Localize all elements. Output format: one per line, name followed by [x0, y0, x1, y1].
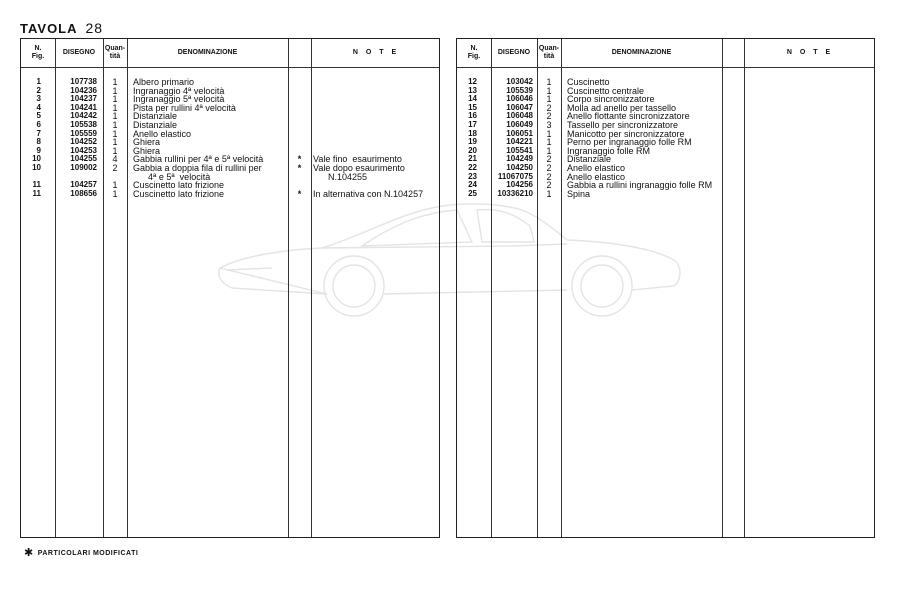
part-name: Spina	[567, 188, 591, 199]
part-name: Anello elastico	[567, 171, 626, 182]
part-name: Cuscinetto lato frizione	[133, 188, 225, 199]
quantity: 3	[546, 119, 552, 130]
part-name: Tassello per sincronizzatore	[567, 119, 679, 130]
drawing-number: 104241	[70, 102, 97, 112]
fig-number: 8	[36, 137, 41, 147]
drawing-number: 105559	[70, 128, 97, 138]
quantity: 1	[546, 188, 552, 199]
fig-number: 6	[36, 119, 41, 129]
header-fig: N. Fig.	[467, 45, 481, 60]
drawing-number: 104237	[70, 94, 97, 104]
part-name: Albero primario	[133, 77, 195, 87]
footnote-text: PARTICOLARI MODIFICATI	[37, 550, 139, 557]
fig-number: 17	[468, 119, 477, 129]
modified-marker: *	[297, 154, 302, 165]
fig-number: 1	[36, 77, 41, 86]
part-name: Pista per rullini 4ª velocità	[133, 102, 236, 113]
drawing-number: 105541	[506, 145, 533, 155]
quantity: 2	[546, 154, 552, 165]
quantity: 1	[546, 137, 552, 148]
fig-number: 4	[36, 102, 41, 112]
quantity: 2	[546, 162, 552, 173]
part-name: Molla ad anello per tassello	[567, 102, 677, 113]
fig-number: 21	[468, 154, 477, 164]
part-name: Distanziale	[567, 154, 612, 165]
quantity: 1	[112, 102, 118, 113]
header-note: N O T E	[352, 49, 400, 56]
quantity: 2	[112, 162, 118, 173]
title-label: TAVOLA	[20, 21, 78, 36]
right-rows	[457, 78, 874, 198]
header-qty: Quan- tità	[538, 45, 560, 60]
header-qty: Quan- tità	[104, 45, 126, 60]
drawing-number: 105539	[506, 85, 533, 95]
quantity: 1	[112, 128, 118, 139]
drawing-number: 106047	[506, 102, 533, 112]
quantity: 1	[112, 180, 118, 191]
drawing-number: 105538	[70, 119, 97, 129]
part-name: Corpo sincronizzatore	[567, 94, 655, 105]
left-rows	[21, 78, 439, 198]
part-name: Perno per ingranaggio folle RM	[567, 137, 692, 148]
part-name: Anello flottante sincronizzatore	[567, 111, 690, 122]
table-row	[457, 190, 874, 199]
drawing-number: 108656	[70, 188, 97, 198]
quantity: 1	[546, 128, 552, 139]
part-name: Gabbia a rullini ingranaggio folle RM	[567, 180, 713, 191]
part-name: Anello elastico	[133, 128, 192, 139]
modified-marker: *	[297, 188, 302, 199]
fig-number: 19	[468, 137, 477, 147]
part-name: Gabbia rullini per 4ª e 5ª velocità	[133, 154, 264, 165]
header-note: N O T E	[786, 49, 834, 56]
quantity: 2	[546, 111, 552, 122]
parts-table-left	[20, 38, 440, 538]
drawing-number: 104236	[70, 85, 97, 95]
parts-table-right	[456, 38, 875, 538]
part-name: Cuscinetto lato frizione	[133, 180, 225, 191]
drawing-number: 104242	[70, 111, 97, 121]
drawing-number: 106049	[506, 119, 533, 129]
quantity: 1	[546, 145, 552, 156]
fig-number: 12	[468, 77, 477, 86]
part-name: Distanziale	[133, 111, 178, 122]
part-name: Gabbia a doppia fila di rullini per 4ª e 5ª velocità	[133, 162, 262, 182]
part-name: Ingranaggio 5ª velocità	[133, 94, 225, 105]
drawing-number: 11067075	[497, 171, 533, 181]
fig-number: 5	[36, 111, 41, 121]
part-note: Vale fino esaurimento	[313, 154, 402, 165]
drawing-number: 104252	[70, 137, 97, 147]
part-name: Anello elastico	[567, 162, 626, 173]
quantity: 1	[112, 119, 118, 130]
table-row	[21, 190, 439, 199]
plate-number: 28	[85, 20, 104, 36]
quantity: 2	[546, 171, 552, 182]
quantity: 2	[546, 180, 552, 191]
part-name: Cuscinetto centrale	[567, 85, 645, 96]
fig-number: 24	[468, 180, 477, 190]
quantity: 1	[112, 145, 118, 156]
quantity: 2	[546, 102, 552, 113]
quantity: 4	[112, 154, 118, 165]
fig-number: 23	[468, 171, 477, 181]
fig-number: 13	[468, 85, 477, 95]
fig-number: 10	[32, 162, 41, 172]
part-name: Ghiera	[133, 137, 161, 148]
drawing-number: 104257	[70, 180, 97, 190]
footnote	[24, 546, 138, 559]
drawing-number: 103042	[506, 77, 533, 86]
drawing-number: 109002	[70, 162, 97, 172]
drawing-number: 104221	[506, 137, 533, 147]
table-row	[21, 164, 439, 181]
fig-number: 25	[468, 188, 477, 198]
asterisk-icon: ✱	[24, 547, 34, 559]
fig-number: 18	[468, 128, 477, 138]
fig-number: 22	[468, 162, 477, 172]
fig-number: 20	[468, 145, 477, 155]
part-name: Ingranaggio folle RM	[567, 145, 651, 156]
quantity: 1	[112, 111, 118, 122]
fig-number: 11	[32, 180, 41, 190]
part-name: Distanziale	[133, 119, 178, 130]
part-name: Ingranaggio 4ª velocità	[133, 85, 225, 96]
fig-number: 11	[32, 188, 41, 198]
part-name: Cuscinetto	[567, 77, 610, 87]
header-fig: N. Fig.	[31, 45, 45, 60]
quantity: 1	[546, 94, 552, 105]
part-name: Ghiera	[133, 145, 161, 156]
drawing-number: 104256	[506, 180, 533, 190]
drawing-number: 106046	[506, 94, 533, 104]
part-note: Vale dopo esaurimento N.104255	[313, 162, 405, 182]
page-title	[20, 20, 103, 36]
quantity: 1	[112, 94, 118, 105]
drawing-number: 104250	[506, 162, 533, 172]
quantity: 1	[112, 137, 118, 148]
fig-number: 2	[36, 85, 41, 95]
quantity: 1	[112, 188, 118, 199]
fig-number: 15	[468, 102, 477, 112]
quantity: 1	[546, 85, 552, 96]
header-disegno: DISEGNO	[497, 49, 531, 56]
header-disegno: DISEGNO	[62, 49, 96, 56]
quantity: 1	[112, 85, 118, 96]
fig-number: 16	[468, 111, 477, 121]
fig-number: 7	[36, 128, 41, 138]
fig-number: 9	[36, 145, 41, 155]
fig-number: 3	[36, 94, 41, 104]
drawing-number: 106048	[506, 111, 533, 121]
part-name: Manicotto per sincronizzatore	[567, 128, 685, 139]
drawing-number: 107738	[70, 77, 97, 86]
fig-number: 14	[468, 94, 477, 104]
header-denominazione: DENOMINAZIONE	[177, 49, 238, 56]
part-note: In alternativa con N.104257	[313, 188, 424, 199]
drawing-number: 10336210	[497, 188, 533, 198]
modified-marker: *	[297, 162, 302, 173]
drawing-number: 104249	[506, 154, 533, 164]
drawing-number: 104253	[70, 145, 97, 155]
quantity: 1	[546, 77, 552, 87]
drawing-number: 104255	[70, 154, 97, 164]
drawing-number: 106051	[506, 128, 533, 138]
header-denominazione: DENOMINAZIONE	[611, 49, 672, 56]
fig-number: 10	[32, 154, 41, 164]
quantity: 1	[112, 77, 118, 87]
